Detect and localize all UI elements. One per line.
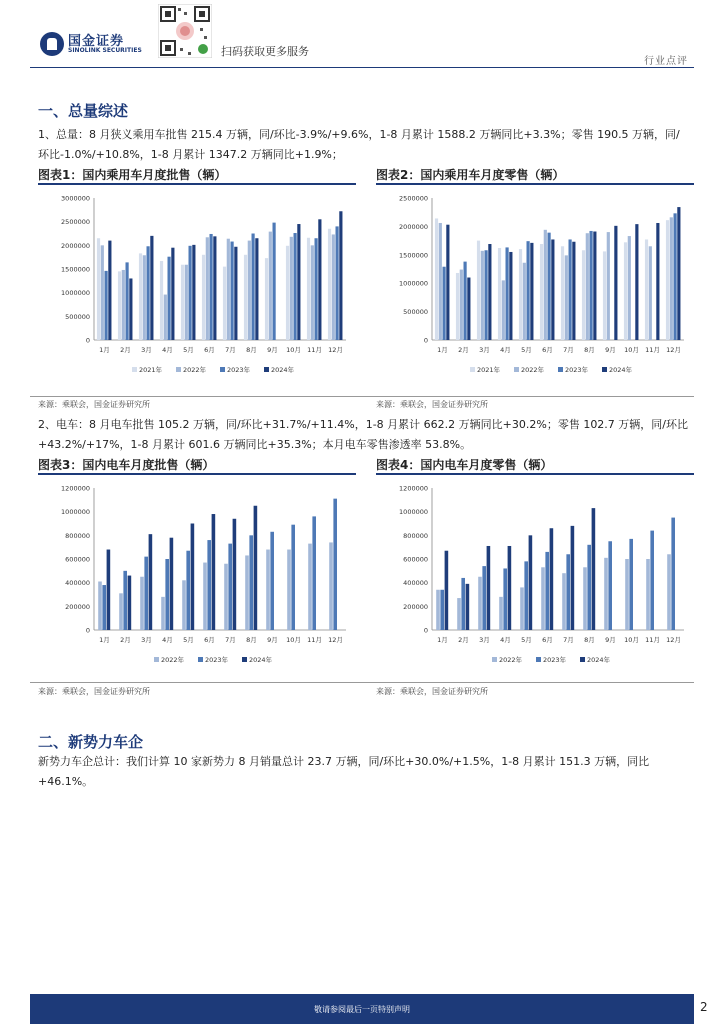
bar bbox=[565, 255, 568, 340]
x-tick-label: 4月 bbox=[500, 636, 511, 644]
bar bbox=[488, 244, 491, 340]
legend-label: 2023年 bbox=[227, 366, 251, 374]
bar bbox=[646, 559, 650, 630]
chart-title: 图表1：国内乘用车月度批售（辆） bbox=[38, 168, 227, 182]
x-tick-label: 7月 bbox=[225, 636, 236, 644]
bar bbox=[607, 232, 610, 340]
y-tick-label: 1500000 bbox=[61, 265, 90, 274]
bar bbox=[270, 532, 274, 630]
y-tick-label: 800000 bbox=[65, 531, 90, 540]
footer-disclaimer: 敬请参阅最后一页特别声明 bbox=[314, 1005, 410, 1014]
bar bbox=[329, 542, 333, 630]
bar bbox=[645, 239, 648, 340]
bar bbox=[170, 538, 174, 630]
bar bbox=[614, 226, 617, 340]
bar bbox=[520, 587, 524, 630]
legend-swatch bbox=[154, 657, 159, 662]
bar bbox=[265, 258, 268, 340]
bar bbox=[147, 246, 150, 340]
bar bbox=[144, 557, 148, 630]
bar bbox=[286, 246, 289, 340]
bar bbox=[502, 280, 505, 340]
bar bbox=[107, 550, 111, 630]
x-tick-label: 10月 bbox=[286, 346, 301, 354]
section-title: 一、总量综述 bbox=[38, 102, 129, 120]
bar bbox=[105, 271, 108, 340]
x-tick-label: 8月 bbox=[584, 636, 595, 644]
chart-title-rule bbox=[38, 183, 356, 185]
y-tick-label: 400000 bbox=[65, 579, 90, 588]
legend-swatch bbox=[602, 367, 607, 372]
chart-title: 图表4：国内电车月度零售（辆） bbox=[376, 458, 553, 472]
bar bbox=[245, 555, 249, 630]
x-tick-label: 9月 bbox=[605, 636, 616, 644]
x-tick-label: 6月 bbox=[542, 636, 553, 644]
legend-label: 2021年 bbox=[477, 366, 501, 374]
chart-title-rule bbox=[38, 473, 356, 475]
bar bbox=[234, 247, 237, 340]
legend-label: 2022年 bbox=[499, 656, 523, 664]
chart-title: 图表3：国内电车月度批售（辆） bbox=[38, 458, 215, 472]
bar bbox=[228, 544, 232, 630]
bar bbox=[224, 564, 228, 630]
y-tick-label: 0 bbox=[85, 626, 90, 635]
bar bbox=[667, 554, 671, 630]
x-tick-label: 4月 bbox=[162, 346, 173, 354]
x-tick-label: 8月 bbox=[584, 346, 595, 354]
x-tick-label: 7月 bbox=[563, 346, 574, 354]
bar bbox=[336, 226, 339, 340]
bar bbox=[290, 237, 293, 340]
y-tick-label: 0 bbox=[423, 626, 428, 635]
x-tick-label: 10月 bbox=[624, 346, 639, 354]
bar bbox=[439, 223, 442, 340]
chart-source: 来源：乘联会，国金证券研究所 bbox=[38, 687, 150, 696]
bar bbox=[671, 518, 675, 630]
chart-passenger-retail bbox=[376, 186, 694, 382]
bar bbox=[164, 295, 167, 340]
x-tick-label: 4月 bbox=[500, 346, 511, 354]
bar bbox=[244, 255, 247, 340]
bar bbox=[191, 524, 195, 631]
bar bbox=[119, 593, 123, 630]
source-divider bbox=[30, 682, 694, 683]
bar bbox=[140, 577, 144, 630]
bar bbox=[273, 223, 276, 340]
bar bbox=[227, 239, 230, 340]
bar bbox=[291, 525, 295, 630]
bar bbox=[149, 534, 153, 630]
bar bbox=[540, 244, 543, 340]
qr-code-icon[interactable] bbox=[158, 4, 212, 58]
bar bbox=[254, 506, 258, 630]
bar bbox=[223, 267, 226, 340]
bar bbox=[332, 234, 335, 340]
x-tick-label: 2月 bbox=[120, 636, 131, 644]
bar bbox=[624, 242, 627, 340]
legend-label: 2021年 bbox=[139, 366, 163, 374]
legend-label: 2022年 bbox=[521, 366, 545, 374]
chart-title: 图表2：国内乘用车月度零售（辆） bbox=[376, 168, 565, 182]
chart-title-rule bbox=[376, 183, 694, 185]
bar bbox=[566, 554, 570, 630]
legend-label: 2022年 bbox=[183, 366, 207, 374]
bar bbox=[545, 552, 549, 630]
chart-passenger-wholesale bbox=[38, 186, 356, 382]
bar bbox=[287, 550, 291, 630]
bar bbox=[506, 247, 509, 340]
x-tick-label: 12月 bbox=[666, 636, 681, 644]
x-tick-label: 12月 bbox=[666, 346, 681, 354]
bar bbox=[674, 213, 677, 340]
bar bbox=[625, 559, 629, 630]
bar bbox=[656, 223, 659, 340]
y-tick-label: 1000000 bbox=[399, 279, 428, 288]
bar bbox=[203, 563, 207, 630]
x-tick-label: 7月 bbox=[225, 346, 236, 354]
bar bbox=[582, 250, 585, 340]
bar bbox=[590, 231, 593, 340]
bar bbox=[118, 271, 121, 340]
bar bbox=[202, 255, 205, 340]
bar bbox=[212, 514, 216, 630]
bar bbox=[186, 551, 190, 630]
bar bbox=[519, 249, 522, 340]
bar bbox=[150, 236, 153, 340]
x-tick-label: 1月 bbox=[437, 636, 448, 644]
legend-swatch bbox=[242, 657, 247, 662]
bar bbox=[185, 265, 188, 340]
x-tick-label: 3月 bbox=[479, 636, 490, 644]
bar bbox=[478, 577, 482, 630]
legend-swatch bbox=[198, 657, 203, 662]
bar bbox=[248, 241, 251, 340]
section-title: 二、新势力车企 bbox=[38, 733, 144, 751]
bar bbox=[587, 545, 591, 630]
bar bbox=[498, 248, 501, 340]
page-number: 2 bbox=[700, 1000, 708, 1014]
chart-source: 来源：乘联会，国金证券研究所 bbox=[376, 687, 488, 696]
bar bbox=[102, 585, 106, 630]
y-tick-label: 2000000 bbox=[61, 241, 90, 250]
bar bbox=[586, 233, 589, 340]
x-tick-label: 10月 bbox=[286, 636, 301, 644]
y-tick-label: 1500000 bbox=[399, 251, 428, 260]
bar bbox=[487, 546, 491, 630]
legend-swatch bbox=[132, 367, 137, 372]
page-footer bbox=[30, 994, 694, 1024]
chart-source: 来源：乘联会，国金证券研究所 bbox=[376, 400, 488, 409]
header-divider bbox=[30, 67, 694, 68]
bar bbox=[457, 598, 461, 630]
bar bbox=[108, 241, 111, 340]
x-tick-label: 1月 bbox=[437, 346, 448, 354]
bar bbox=[139, 253, 142, 340]
x-tick-label: 2月 bbox=[120, 346, 131, 354]
bar bbox=[583, 567, 587, 630]
bar bbox=[307, 238, 310, 340]
logo-name-cn: 国金证券 bbox=[68, 34, 125, 49]
bar bbox=[551, 239, 554, 340]
bar bbox=[603, 251, 606, 340]
bar bbox=[650, 531, 654, 630]
x-tick-label: 11月 bbox=[645, 346, 660, 354]
bar bbox=[231, 242, 234, 340]
y-tick-label: 600000 bbox=[65, 555, 90, 564]
bar bbox=[308, 544, 312, 630]
y-tick-label: 0 bbox=[85, 336, 90, 345]
y-tick-label: 2500000 bbox=[61, 218, 90, 227]
legend-swatch bbox=[558, 367, 563, 372]
x-tick-label: 3月 bbox=[479, 346, 490, 354]
y-tick-label: 0 bbox=[423, 336, 428, 345]
legend-label: 2023年 bbox=[205, 656, 229, 664]
x-tick-label: 5月 bbox=[183, 346, 194, 354]
bar bbox=[530, 243, 533, 340]
logo-icon bbox=[40, 32, 64, 56]
bar bbox=[122, 270, 125, 340]
bar bbox=[464, 262, 467, 340]
bar bbox=[593, 232, 596, 340]
chart-ev-wholesale bbox=[38, 476, 356, 672]
y-tick-label: 200000 bbox=[403, 602, 428, 611]
x-tick-label: 5月 bbox=[183, 636, 194, 644]
bar bbox=[297, 224, 300, 340]
bar bbox=[629, 539, 633, 630]
y-tick-label: 600000 bbox=[403, 555, 428, 564]
bar bbox=[192, 245, 195, 340]
bar bbox=[548, 233, 551, 340]
y-tick-label: 1000000 bbox=[61, 508, 90, 517]
bar bbox=[503, 568, 507, 630]
brand-logo bbox=[40, 30, 150, 58]
bar bbox=[101, 245, 104, 340]
bar bbox=[544, 230, 547, 340]
paragraph-ev: 2、电车：8 月电车批售 105.2 万辆，同/环比+31.7%/+11.4%，1-8 月累计 662.2 万辆同比+30.2%；零售 102.7 万辆，同/环比+43.2%/+17%，1-8 月累计 601.6 万辆同比+35.3%；本月电车零售渗透率 53.8%。 bbox=[38, 418, 689, 451]
x-tick-label: 2月 bbox=[458, 636, 469, 644]
x-tick-label: 5月 bbox=[521, 346, 532, 354]
bar bbox=[269, 232, 272, 340]
bar bbox=[129, 278, 132, 340]
paragraph-total: 1、总量：8 月狭义乘用车批售 215.4 万辆，同/环比-3.9%/+9.6%，1-8 月累计 1588.2 万辆同比+3.3%；零售 190.5 万辆，同/环比-1.0%/+10.8%，1-8 月累计 1347.2 万辆同比+1.9%； bbox=[38, 128, 680, 161]
bar bbox=[315, 238, 318, 340]
bar bbox=[435, 218, 438, 340]
y-tick-label: 1000000 bbox=[399, 508, 428, 517]
x-tick-label: 12月 bbox=[328, 636, 343, 644]
bar bbox=[456, 273, 459, 340]
y-tick-label: 500000 bbox=[403, 308, 428, 317]
legend-swatch bbox=[514, 367, 519, 372]
bar bbox=[562, 573, 566, 630]
bar bbox=[460, 270, 463, 340]
bar bbox=[165, 559, 169, 630]
bar bbox=[499, 597, 503, 630]
x-tick-label: 8月 bbox=[246, 346, 257, 354]
x-tick-label: 9月 bbox=[605, 346, 616, 354]
x-tick-label: 8月 bbox=[246, 636, 257, 644]
bar bbox=[508, 546, 512, 630]
bar bbox=[126, 262, 129, 340]
x-tick-label: 6月 bbox=[542, 346, 553, 354]
x-tick-label: 3月 bbox=[141, 636, 152, 644]
x-tick-label: 6月 bbox=[204, 346, 215, 354]
x-tick-label: 6月 bbox=[204, 636, 215, 644]
bar bbox=[571, 526, 575, 630]
y-tick-label: 2000000 bbox=[399, 222, 428, 231]
bar bbox=[312, 516, 316, 630]
bar bbox=[168, 257, 171, 340]
y-tick-label: 2500000 bbox=[399, 194, 428, 203]
x-tick-label: 9月 bbox=[267, 636, 278, 644]
x-tick-label: 5月 bbox=[521, 636, 532, 644]
bar bbox=[339, 211, 342, 340]
bar bbox=[467, 278, 470, 340]
bar bbox=[123, 571, 127, 630]
bar bbox=[635, 224, 638, 340]
page-header bbox=[0, 0, 724, 68]
bar bbox=[445, 551, 449, 630]
chart-title-rule bbox=[376, 473, 694, 475]
legend-label: 2024年 bbox=[249, 656, 273, 664]
legend-label: 2023年 bbox=[543, 656, 567, 664]
bar bbox=[182, 580, 186, 630]
x-tick-label: 10月 bbox=[624, 636, 639, 644]
bar bbox=[541, 567, 545, 630]
scan-prompt: 扫码获取更多服务 bbox=[221, 45, 309, 58]
bar bbox=[550, 528, 554, 630]
bar bbox=[171, 248, 174, 340]
y-tick-label: 200000 bbox=[65, 602, 90, 611]
x-tick-label: 11月 bbox=[307, 346, 322, 354]
bar bbox=[561, 246, 564, 340]
bar bbox=[436, 590, 440, 630]
legend-label: 2024年 bbox=[609, 366, 633, 374]
legend-label: 2022年 bbox=[161, 656, 185, 664]
bar bbox=[524, 561, 528, 630]
bar bbox=[440, 590, 444, 630]
bar bbox=[443, 267, 446, 340]
bar bbox=[481, 251, 484, 340]
bar bbox=[311, 245, 314, 340]
y-tick-label: 500000 bbox=[65, 312, 90, 321]
legend-label: 2023年 bbox=[565, 366, 589, 374]
bar bbox=[294, 233, 297, 340]
bar bbox=[252, 234, 255, 341]
bar bbox=[213, 236, 216, 340]
bar bbox=[189, 246, 192, 340]
bar bbox=[143, 255, 146, 340]
y-tick-label: 400000 bbox=[403, 579, 428, 588]
y-tick-label: 1200000 bbox=[399, 484, 428, 493]
legend-swatch bbox=[536, 657, 541, 662]
y-tick-label: 1000000 bbox=[61, 289, 90, 298]
bar bbox=[509, 252, 512, 340]
bar bbox=[482, 566, 486, 630]
bar bbox=[328, 229, 331, 340]
x-tick-label: 11月 bbox=[307, 636, 322, 644]
x-tick-label: 3月 bbox=[141, 346, 152, 354]
report-type: 行业点评 bbox=[644, 56, 688, 67]
legend-swatch bbox=[470, 367, 475, 372]
x-tick-label: 9月 bbox=[267, 346, 278, 354]
bar bbox=[649, 246, 652, 340]
bar bbox=[529, 535, 533, 630]
bar bbox=[161, 597, 165, 630]
bar bbox=[677, 207, 680, 340]
bar bbox=[485, 250, 488, 340]
bar bbox=[523, 263, 526, 340]
legend-swatch bbox=[264, 367, 269, 372]
bar bbox=[318, 219, 321, 340]
bar bbox=[98, 581, 102, 630]
bar bbox=[233, 519, 237, 630]
bar bbox=[670, 217, 673, 340]
bar bbox=[466, 584, 470, 630]
bar bbox=[477, 241, 480, 340]
y-tick-label: 3000000 bbox=[61, 194, 90, 203]
bar bbox=[207, 540, 211, 630]
chart-source: 来源：乘联会，国金证券研究所 bbox=[38, 400, 150, 409]
y-tick-label: 800000 bbox=[403, 531, 428, 540]
bar bbox=[569, 239, 572, 340]
x-tick-label: 7月 bbox=[563, 636, 574, 644]
bar bbox=[255, 238, 258, 340]
bar bbox=[210, 234, 213, 340]
legend-swatch bbox=[220, 367, 225, 372]
legend-label: 2024年 bbox=[587, 656, 611, 664]
x-tick-label: 4月 bbox=[162, 636, 173, 644]
bar bbox=[592, 508, 596, 630]
bar bbox=[266, 550, 270, 630]
legend-swatch bbox=[176, 367, 181, 372]
bar bbox=[461, 578, 465, 630]
logo-name-en: SINOLINK SECURITIES bbox=[68, 47, 142, 54]
x-tick-label: 1月 bbox=[99, 346, 110, 354]
bar bbox=[628, 236, 631, 340]
paragraph-new-forces: 新势力车企总计：我们计算 10 家新势力 8 月销量总计 23.7 万辆，同/环比+30.0%/+1.5%，1-8 月累计 151.3 万辆，同比+46.1%。 bbox=[38, 755, 650, 788]
x-tick-label: 11月 bbox=[645, 636, 660, 644]
bar bbox=[181, 265, 184, 340]
bar bbox=[333, 499, 337, 630]
legend-swatch bbox=[580, 657, 585, 662]
x-tick-label: 12月 bbox=[328, 346, 343, 354]
bar bbox=[446, 225, 449, 340]
source-divider bbox=[30, 396, 694, 397]
chart-ev-retail bbox=[376, 476, 694, 672]
x-tick-label: 2月 bbox=[458, 346, 469, 354]
bar bbox=[666, 220, 669, 340]
bar bbox=[604, 558, 608, 630]
bar bbox=[160, 261, 163, 340]
bar bbox=[97, 238, 100, 340]
x-tick-label: 1月 bbox=[99, 636, 110, 644]
bar bbox=[128, 576, 132, 630]
bar bbox=[249, 535, 253, 630]
legend-swatch bbox=[492, 657, 497, 662]
bar bbox=[608, 541, 612, 630]
bar bbox=[572, 242, 575, 340]
bar bbox=[527, 241, 530, 340]
bar bbox=[206, 237, 209, 340]
y-tick-label: 1200000 bbox=[61, 484, 90, 493]
legend-label: 2024年 bbox=[271, 366, 295, 374]
